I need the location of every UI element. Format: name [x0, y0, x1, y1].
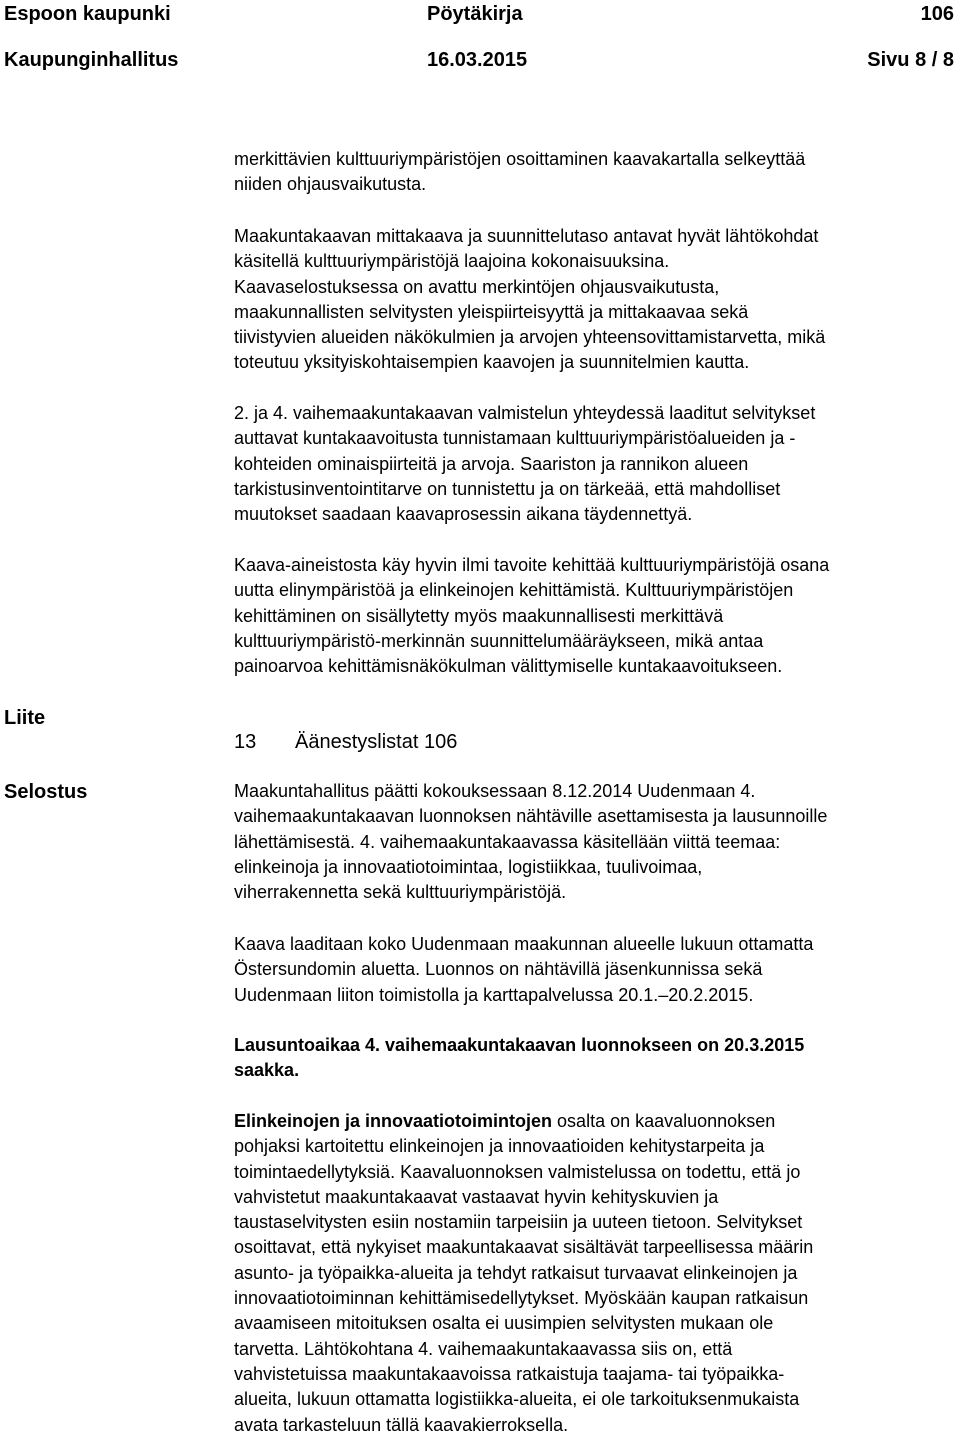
text-line: maakunnallisten selvitysten yleispiirteisyyttä ja mittakaavaa sekä — [234, 301, 749, 322]
text-line: 2. ja 4. vaihemaakuntakaavan valmistelun yhteydessä laaditut selvitykset — [234, 403, 816, 423]
attachment-title: Äänestyslistat 106 — [295, 731, 458, 753]
intro-paragraph-2 — [234, 224, 960, 376]
text-line: osoittavat, että nykyiset maakuntakaavat sisältävät tarpeellisessa määrin — [234, 1237, 814, 1258]
text-line: kehittäminen on sisällytetty myös maakunnallisesti merkittävä — [234, 605, 724, 626]
intro-paragraph-3 — [234, 401, 960, 527]
intro-paragraph-1 — [234, 147, 960, 198]
text-line: elinkeinoja ja innovaatiotoimintaa, logistiikkaa, tuulivoimaa, — [234, 856, 703, 877]
text-line: asunto- ja työpaikka-alueita ja tehdyt ratkaisut turvaavat elinkeinojen ja — [234, 1262, 798, 1283]
text-line: Kaava laaditaan koko Uudenmaan maakunnan alueelle lukuun ottamatta — [234, 934, 814, 954]
text-line: uutta elinympäristöä ja elinkeinojen kehittämistä. Kulttuuriympäristöjen — [234, 580, 794, 601]
paragraph-lead: Elinkeinojen ja innovaatiotoimintojen — [234, 1111, 553, 1131]
text-line: vahvistetuissa maakuntakaavoissa ratkaistuja taajama- tai työpaikka- — [234, 1363, 785, 1384]
selostus-paragraph-2 — [234, 932, 960, 1008]
section-number: 106 — [920, 3, 954, 25]
text-line: käsitellä kulttuuriympäristöjä laajoina kokonaisuuksina. — [234, 251, 670, 272]
text-line: Maakuntakaavan mittakaava ja suunnittelutaso antavat hyvät lähtökohdat — [234, 226, 819, 246]
text-line — [234, 1109, 960, 1134]
text-line: taustaselvitysten esiin nostamiin tarpeisiin ja uuteen tietoon. Selvitykset — [234, 1212, 803, 1233]
text-line: toteutuu yksityiskohtaisempien kaavojen ja suunnitelmien kautta. — [234, 352, 750, 373]
intro-paragraph-4 — [234, 553, 960, 679]
text-line: Östersundomin aluetta. Luonnos on nähtävillä jäsenkunnissa sekä — [234, 959, 763, 980]
selostus-paragraph-1 — [234, 779, 960, 905]
text-line: Lausuntoaikaa 4. vaihemaakuntakaavan luonnokseen on 20.3.2015 — [234, 1035, 805, 1055]
text-line: kohteiden ominaispiirteitä ja arvoja. Saariston ja rannikon alueen — [234, 453, 749, 474]
text-line: pohjaksi kartoitettu elinkeinojen ja innovaatioiden kehitystarpeita ja — [234, 1136, 765, 1157]
org-name: Espoon kaupunki — [4, 3, 171, 25]
text-line: viherrakennetta sekä kulttuuriympäristöjä. — [234, 882, 567, 903]
meeting-date: 16.03.2015 — [427, 49, 528, 71]
text-line: Kaavaselostuksessa on avattu merkintöjen ohjausvaikutusta, — [234, 276, 720, 297]
text-line: avata tarkasteluun tällä kaavakierroksella. — [234, 1414, 569, 1435]
text-line: tarkistusinventointitarve on tunnistettu ja on tärkeää, että mahdolliset — [234, 478, 781, 499]
text-line: saakka. — [234, 1060, 300, 1081]
text-line: Uudenmaan liiton toimistolla ja karttapalvelussa 20.1.–20.2.2015. — [234, 984, 754, 1005]
text-line: lähettämisestä. 4. vaihemaakuntakaavassa käsitellään viittä teemaa: — [234, 831, 781, 852]
text-line: muutokset saadaan kaavaprosessin aikana täydennettyä. — [234, 504, 693, 525]
attachment-item — [234, 730, 457, 754]
text-line: vaihemaakuntakaavan luonnoksen nähtäville asettamisesta ja lausunnoille — [234, 806, 828, 827]
text-line: Maakuntahallitus päätti kokouksessaan 8.12.2014 Uudenmaan 4. — [234, 781, 756, 801]
text-line: innovaatiotoiminnan kehittämisedellytykset. Myöskään kaupan ratkaisun — [234, 1288, 809, 1309]
text-line: vahvistetut maakuntakaavat vastaavat hyvin kehityskuvien ja — [234, 1186, 719, 1207]
text-line: Kaava-aineistosta käy hyvin ilmi tavoite kehittää kulttuuriympäristöjä osana — [234, 555, 830, 575]
paragraph-lead-rest: osalta on kaavaluonnoksen — [552, 1111, 776, 1131]
text-line: avaamiseen mitoituksen osalta ei uusimpien selvitysten mukaan ole — [234, 1313, 774, 1334]
selostus-paragraph-4 — [234, 1109, 960, 1438]
body-name: Kaupunginhallitus — [4, 49, 179, 71]
page-number: Sivu 8 / 8 — [867, 49, 954, 71]
text-line: kulttuuriympäristö-merkinnän suunnittelumääräykseen, mikä antaa — [234, 630, 764, 651]
text-line: painoarvoa kehittämisnäkökulman välittymiselle kuntakaavoitukseen. — [234, 656, 783, 677]
statement-deadline — [234, 1033, 960, 1084]
attachment-number: 13 — [234, 731, 257, 753]
text-line: toimintaedellytyksiä. Kaavaluonnoksen valmistelussa on todettu, että jo — [234, 1161, 801, 1182]
text-line: alueita, lukuun ottamatta logistiikka-alueita, ei ole tarkoituksenmukaista — [234, 1389, 800, 1410]
selostus-label: Selostus — [4, 781, 88, 803]
text-line: merkittävien kulttuuriympäristöjen osoittaminen kaavakartalla selkeyttää — [234, 149, 806, 169]
text-line: auttavat kuntakaavoitusta tunnistamaan kulttuuriympäristöalueiden ja - — [234, 428, 796, 449]
document-type: Pöytäkirja — [427, 3, 523, 25]
liite-label: Liite — [4, 707, 46, 729]
text-line: niiden ohjausvaikutusta. — [234, 174, 427, 195]
text-line: tarvetta. Lähtökohtana 4. vaihemaakuntakaavassa siis on, että — [234, 1338, 733, 1359]
text-line: tiivistyvien alueiden näkökulmien ja arvojen yhteensovittamistarvetta, mikä — [234, 327, 826, 348]
